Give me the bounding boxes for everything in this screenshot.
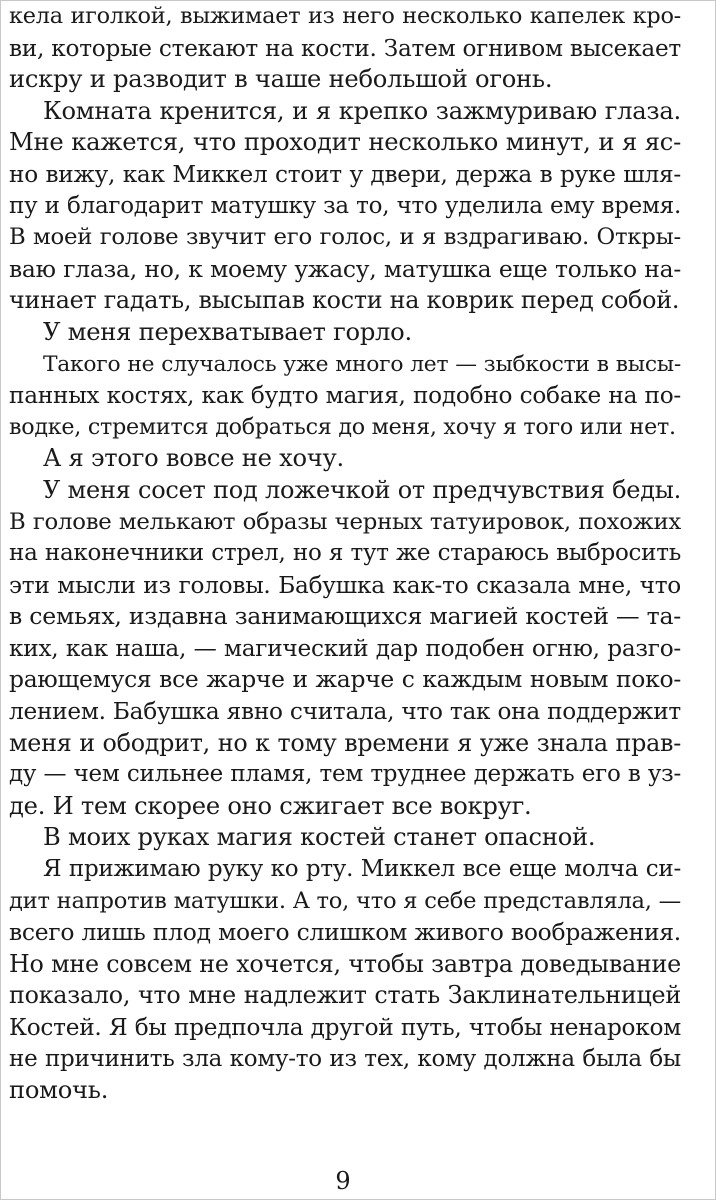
text-line: ду — чем сильнее пламя, тем труднее держать его в уз- [9, 761, 681, 788]
text-line: помочь. [9, 1076, 109, 1105]
text-line: кела иголкой, выжимает из него несколько капелек кро- [9, 3, 681, 29]
text-line: но вижу, как Миккел стоит у двери, держа в руке шля- [9, 160, 681, 188]
text-line: чинает гадать, высыпав кости на коврик перед собой. [9, 286, 680, 315]
text-line: рающемуся все жарче и жарче с каждым новым поко- [9, 665, 681, 694]
text-line: У меня перехватывает горло. [43, 317, 412, 346]
text-line: пу и благодарит матушку за то, что уделила ему время. [9, 192, 681, 219]
text-line: на наконечники стрел, но я тут же стараюсь выбросить [9, 540, 681, 567]
text-line: В моих руках магия костей станет опасной. [43, 823, 596, 852]
text-line: У меня сосет под ложечкой от предчувствия беды. [43, 475, 681, 504]
page-number: 9 [335, 1167, 351, 1195]
text-line: Такого не случалось уже много лет — зыбкости в высы- [43, 351, 681, 377]
text-line: эти мысли из головы. Бабушка как-то сказала мне, что [9, 571, 681, 599]
text-line: меня и ободрит, но к тому времени я уже знала прав- [9, 728, 681, 757]
text-line: де. И тем скорее оно сжигает все вокруг. [9, 791, 532, 820]
text-line: ваю глаза, но, к моему ужасу, матушка еще только на- [9, 254, 681, 283]
text-line: водке, стремится добраться до меня, хочу я того или нет. [9, 413, 676, 440]
text-line: В голове мелькают образы черных татуировок, похожих [9, 508, 681, 535]
text-line: Я прижимаю руку ко рту. Миккел все еще молча си- [43, 856, 681, 883]
text-line: всего лишь плод моего слишком живого воображения. [9, 918, 681, 947]
text-line: в семьях, издавна занимающихся магией костей — та- [9, 602, 681, 631]
text-line: Но мне совсем не хочется, чтобы завтра доведывание [9, 949, 681, 978]
text-line: дит напротив матушки. А то, что я себе представляла, — [9, 887, 681, 914]
text-line: Комната кренится, и я крепко зажмуриваю глаза. [43, 96, 681, 125]
text-line: ви, которые стекают на кости. Затем огнивом высекает [9, 34, 681, 62]
text-line: Мне кажется, что проходит несколько минут, и я яс- [9, 128, 681, 157]
text-line: А я этого вовсе не хочу. [43, 444, 344, 473]
text-line: лением. Бабушка явно считала, что так она поддержит [9, 698, 681, 726]
text-line: панных костях, как будто магия, подобно собаке на по- [9, 382, 681, 410]
body-text [9, 1, 681, 1107]
text-line: показало, что мне надлежит стать Заклинательницей [9, 981, 681, 1010]
text-line: не причинить зла кому-то из тех, кому должна была бы [9, 1045, 681, 1072]
text-line: искру и разводит в чаше небольшой огонь. [9, 65, 553, 94]
text-line: ких, как наша, — магический дар подобен огню, разго- [9, 634, 681, 662]
text-line: Костей. Я бы предпочла другой путь, чтобы ненароком [9, 1014, 681, 1041]
text-line: В моей голове звучит его голос, и я вздрагиваю. Откры- [9, 224, 681, 251]
